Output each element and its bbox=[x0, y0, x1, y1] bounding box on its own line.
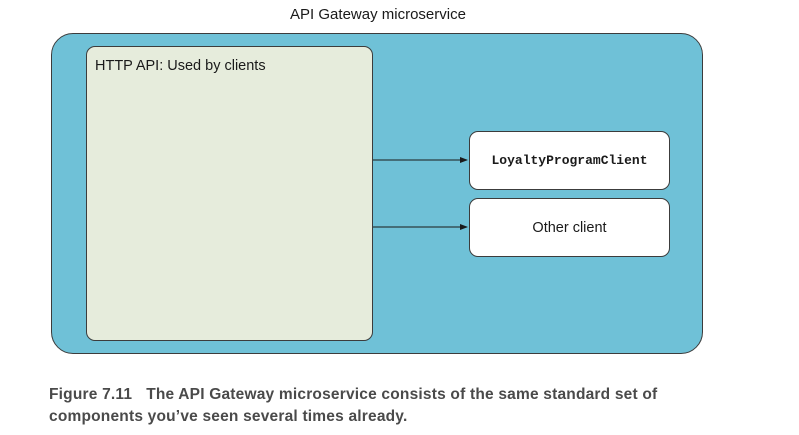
loyalty-program-client-label: LoyaltyProgramClient bbox=[491, 153, 648, 168]
diagram-title: API Gateway microservice bbox=[290, 6, 466, 23]
other-client-box bbox=[469, 198, 670, 257]
other-client-label: Other client bbox=[532, 219, 607, 236]
http-api-label: HTTP API: Used by clients bbox=[95, 58, 266, 74]
http-api-box bbox=[86, 46, 373, 341]
figure-caption bbox=[49, 384, 769, 428]
caption-line-1 bbox=[49, 384, 769, 406]
figure-number: Figure 7.11 bbox=[49, 386, 133, 403]
loyalty-program-client-box bbox=[469, 131, 670, 190]
caption-text-line-2: components you’ve seen several times already. bbox=[49, 408, 408, 425]
caption-text-line-1: The API Gateway microservice consists of the same standard set of bbox=[146, 386, 658, 403]
